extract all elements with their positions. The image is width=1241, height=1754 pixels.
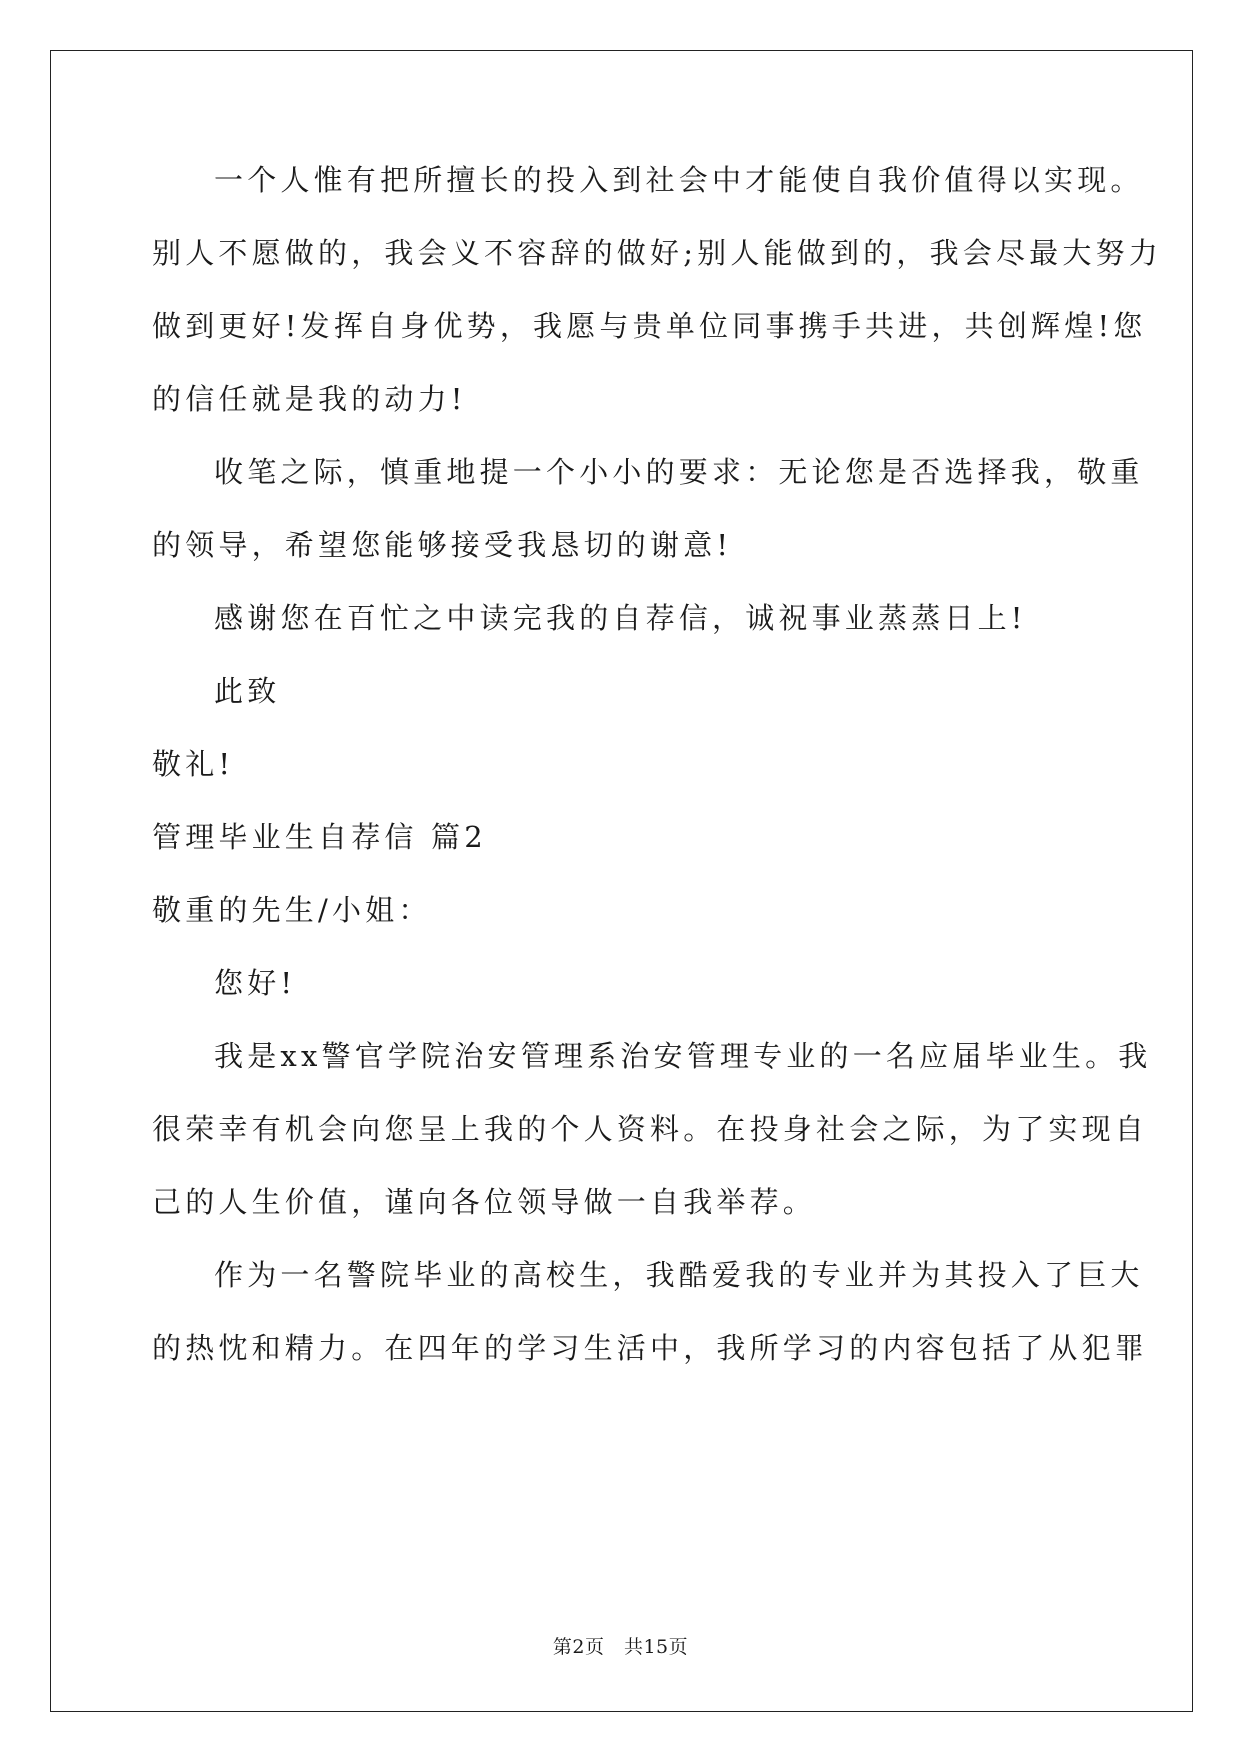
text-line: 一个人惟有把所擅长的投入到社会中才能使自我价值得以实现。 [214,163,1144,197]
text-line: 感谢您在百忙之中读完我的自荐信，诚祝事业蒸蒸日上! [214,601,1027,635]
text-line: 的信任就是我的动力! [152,382,467,416]
page-border [50,50,1193,1712]
text-line: 做到更好!发挥自身优势，我愿与贵单位同事携手共进，共创辉煌!您 [152,309,1147,343]
greeting-hello: 您好! [214,966,297,1000]
text-line: 很荣幸有机会向您呈上我的个人资料。在投身社会之际，为了实现自 [152,1112,1149,1146]
section-title: 管理毕业生自荐信 篇2 [152,820,487,854]
text-line: 的热忱和精力。在四年的学习生活中，我所学习的内容包括了从犯罪 [152,1331,1149,1365]
closing-phrase: 此致 [214,674,281,708]
salutation-closing: 敬礼! [152,747,235,781]
text-line: 我是xx警官学院治安管理系治安管理专业的一名应届毕业生。我 [214,1039,1152,1073]
greeting: 敬重的先生/小姐： [152,893,432,927]
text-line: 己的人生价值，谨向各位领导做一自我举荐。 [152,1185,817,1219]
text-line: 作为一名警院毕业的高校生，我酷爱我的专业并为其投入了巨大 [214,1258,1144,1292]
text-line: 的领导，希望您能够接受我恳切的谢意! [152,528,733,562]
page-number: 第2页 共15页 [552,1636,689,1658]
text-line: 别人不愿做的，我会义不容辞的做好;别人能做到的，我会尽最大努力 [152,236,1162,270]
text-line: 收笔之际，慎重地提一个小小的要求：无论您是否选择我，敬重 [214,455,1144,489]
